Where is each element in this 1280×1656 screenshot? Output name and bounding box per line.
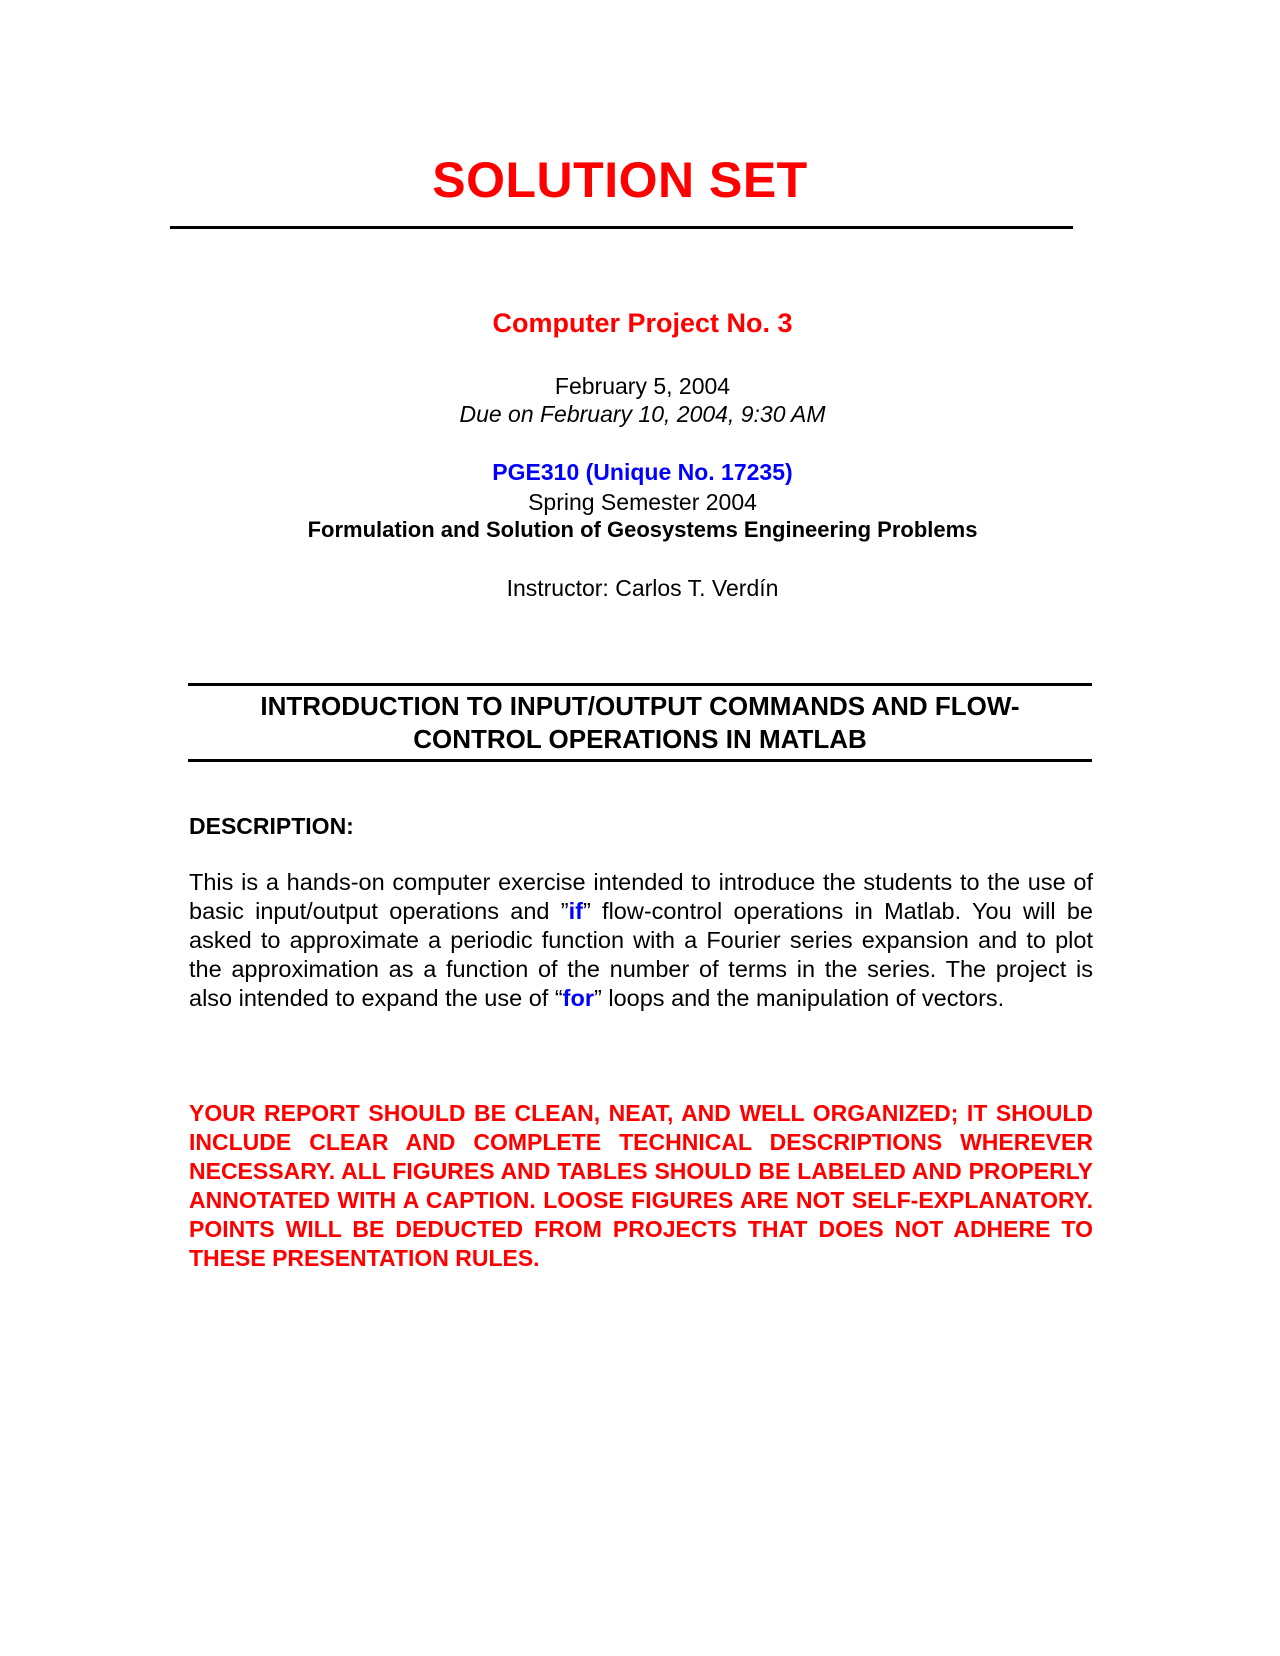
due-date: Due on February 10, 2004, 9:30 AM (459, 401, 826, 427)
description-text-part-3: ” loops and the manipulation of vectors. (594, 985, 1005, 1011)
page-title: SOLUTION SET (432, 152, 808, 208)
title-divider (170, 226, 1073, 229)
section-heading-top-rule (188, 683, 1092, 686)
presentation-rules-warning: YOUR REPORT SHOULD BE CLEAN, NEAT, AND WELL ORGANIZED; IT SHOULD INCLUDE CLEAR AND COMPLETE TECHNICAL DESCRIPTIONS WHEREVER NECESSARY. ALL FIGURES AND TABLES SHOULD BE LABELED AND PROPERLY ANNOTATED WITH A CAPTION. LOOSE FIGURES ARE NOT SELF-EXPLANATORY. POINTS WILL BE DEDUCTED FROM PROJECTS THAT DOES NOT ADHERE TO THESE PRESENTATION RULES. (189, 1100, 1093, 1271)
keyword-if: if (568, 898, 583, 924)
course-code: PGE310 (Unique No. 17235) (492, 459, 793, 485)
course-title: Formulation and Solution of Geosystems Engineering Problems (307, 517, 978, 542)
section-heading-line-1: INTRODUCTION TO INPUT/OUTPUT COMMANDS AND FLOW- (260, 691, 1020, 721)
section-heading-bottom-rule (188, 759, 1092, 762)
project-number: Computer Project No. 3 (492, 308, 793, 338)
description-paragraph (189, 868, 1093, 1013)
instructor: Instructor: Carlos T. Verdín (506, 575, 779, 601)
description-label: DESCRIPTION: (189, 813, 354, 839)
keyword-for: for (562, 985, 594, 1011)
description-text-part-1: This is a hands-on computer exercise intended to introduce the students to the use of basic input/output operations and ” (189, 869, 1093, 924)
semester: Spring Semester 2004 (528, 489, 757, 515)
section-heading-line-2: CONTROL OPERATIONS IN MATLAB (413, 724, 867, 754)
section-heading (188, 690, 1092, 756)
description-text-part-2: ” flow-control operations in Matlab. You will be asked to approximate a periodic function with a Fourier series expansion and to plot the approximation as a function of the number of terms in the series. The project is also intended to expand the use of “ (189, 898, 1093, 1011)
issue-date: February 5, 2004 (554, 373, 731, 399)
